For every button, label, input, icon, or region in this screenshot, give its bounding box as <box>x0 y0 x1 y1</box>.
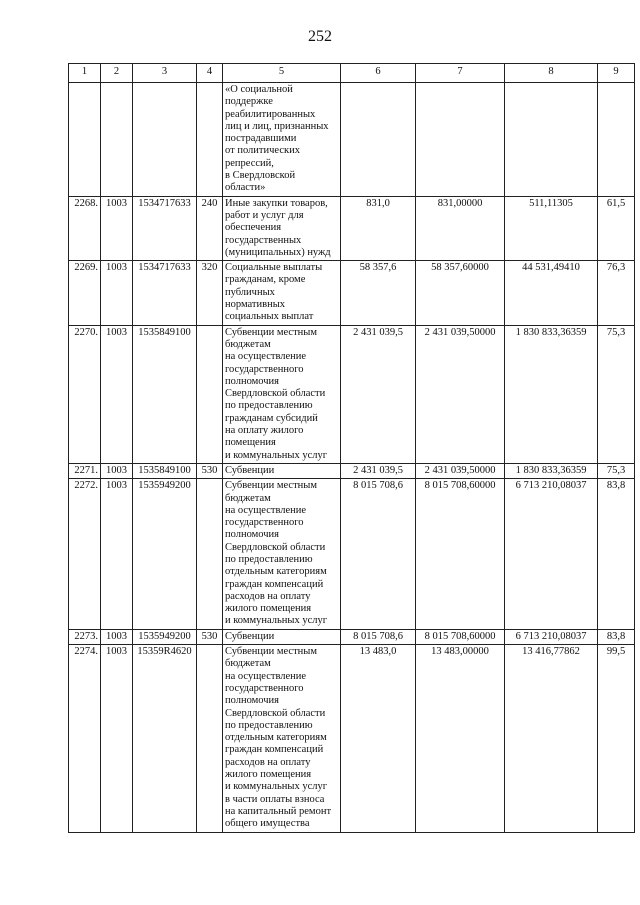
plan-amount: 8 015 708,6 <box>341 479 416 630</box>
execution-percent <box>598 83 635 197</box>
executed-amount: 6 713 210,08037 <box>505 479 598 630</box>
expense-type <box>197 479 223 630</box>
section-code: 1003 <box>101 645 133 832</box>
execution-percent: 83,8 <box>598 629 635 644</box>
plan-amount: 831,0 <box>341 196 416 260</box>
refined-amount: 2 431 039,50000 <box>416 463 505 478</box>
column-header: 6 <box>341 64 416 83</box>
executed-amount: 44 531,49410 <box>505 261 598 325</box>
budget-table <box>68 63 635 833</box>
table-row <box>69 463 635 478</box>
executed-amount: 6 713 210,08037 <box>505 629 598 644</box>
item-name: Субвенции местным бюджетам на осуществление государственного полномочия Свердловской области по предоставлению отдельным категориям граждан компенсаций расходов на оплату жилого помещения и коммунальных услуг <box>223 479 341 630</box>
table-row <box>69 645 635 832</box>
refined-amount <box>416 83 505 197</box>
section-code <box>101 83 133 197</box>
column-header: 7 <box>416 64 505 83</box>
plan-amount: 58 357,6 <box>341 261 416 325</box>
plan-amount: 13 483,0 <box>341 645 416 832</box>
target-code: 1535849100 <box>133 325 197 463</box>
section-code: 1003 <box>101 629 133 644</box>
row-number <box>69 83 101 197</box>
table-row <box>69 261 635 325</box>
table-row <box>69 196 635 260</box>
executed-amount: 13 416,77862 <box>505 645 598 832</box>
item-name: Субвенции местным бюджетам на осуществление государственного полномочия Свердловской области по предоставлению отдельным категориям граждан компенсаций расходов на оплату жилого помещения и коммунальных услуг в части оплаты взноса на капитальный ремонт общего имущества <box>223 645 341 832</box>
executed-amount <box>505 83 598 197</box>
header-row <box>69 64 635 83</box>
table-row <box>69 479 635 630</box>
column-header: 2 <box>101 64 133 83</box>
row-number: 2272. <box>69 479 101 630</box>
execution-percent: 61,5 <box>598 196 635 260</box>
expense-type: 240 <box>197 196 223 260</box>
table-row <box>69 325 635 463</box>
target-code: 1534717633 <box>133 196 197 260</box>
item-name: Субвенции <box>223 463 341 478</box>
page-number: 252 <box>308 28 332 45</box>
expense-type <box>197 645 223 832</box>
plan-amount: 2 431 039,5 <box>341 463 416 478</box>
column-header: 1 <box>69 64 101 83</box>
column-header: 9 <box>598 64 635 83</box>
row-number: 2269. <box>69 261 101 325</box>
target-code <box>133 83 197 197</box>
execution-percent: 76,3 <box>598 261 635 325</box>
refined-amount: 58 357,60000 <box>416 261 505 325</box>
item-name: «О социальной поддержке реабилитированных лиц и лиц, признанных пострадавшими от политических репрессий, в Свердловской области» <box>223 83 341 197</box>
target-code: 1535949200 <box>133 629 197 644</box>
column-header: 4 <box>197 64 223 83</box>
execution-percent: 75,3 <box>598 463 635 478</box>
expense-type <box>197 83 223 197</box>
section-code: 1003 <box>101 463 133 478</box>
executed-amount: 1 830 833,36359 <box>505 463 598 478</box>
section-code: 1003 <box>101 261 133 325</box>
execution-percent: 83,8 <box>598 479 635 630</box>
expense-type: 320 <box>197 261 223 325</box>
column-header: 3 <box>133 64 197 83</box>
executed-amount: 1 830 833,36359 <box>505 325 598 463</box>
target-code: 1535949200 <box>133 479 197 630</box>
expense-type <box>197 325 223 463</box>
refined-amount: 2 431 039,50000 <box>416 325 505 463</box>
section-code: 1003 <box>101 325 133 463</box>
plan-amount <box>341 83 416 197</box>
row-number: 2271. <box>69 463 101 478</box>
item-name: Субвенции местным бюджетам на осуществление государственного полномочия Свердловской области по предоставлению гражданам субсидий на оплату жилого помещения и коммунальных услуг <box>223 325 341 463</box>
expense-type: 530 <box>197 629 223 644</box>
section-code: 1003 <box>101 479 133 630</box>
section-code: 1003 <box>101 196 133 260</box>
row-number: 2274. <box>69 645 101 832</box>
plan-amount: 8 015 708,6 <box>341 629 416 644</box>
target-code: 1534717633 <box>133 261 197 325</box>
plan-amount: 2 431 039,5 <box>341 325 416 463</box>
item-name: Субвенции <box>223 629 341 644</box>
executed-amount: 511,11305 <box>505 196 598 260</box>
column-header: 8 <box>505 64 598 83</box>
execution-percent: 99,5 <box>598 645 635 832</box>
column-header: 5 <box>223 64 341 83</box>
row-number: 2268. <box>69 196 101 260</box>
target-code: 15359R4620 <box>133 645 197 832</box>
target-code: 1535849100 <box>133 463 197 478</box>
expense-type: 530 <box>197 463 223 478</box>
refined-amount: 8 015 708,60000 <box>416 479 505 630</box>
refined-amount: 831,00000 <box>416 196 505 260</box>
row-number: 2273. <box>69 629 101 644</box>
row-number: 2270. <box>69 325 101 463</box>
refined-amount: 8 015 708,60000 <box>416 629 505 644</box>
execution-percent: 75,3 <box>598 325 635 463</box>
item-name: Иные закупки товаров, работ и услуг для обеспечения государственных (муниципальных) нужд <box>223 196 341 260</box>
refined-amount: 13 483,00000 <box>416 645 505 832</box>
table-row <box>69 83 635 197</box>
table-row <box>69 629 635 644</box>
item-name: Социальные выплаты гражданам, кроме публичных нормативных социальных выплат <box>223 261 341 325</box>
